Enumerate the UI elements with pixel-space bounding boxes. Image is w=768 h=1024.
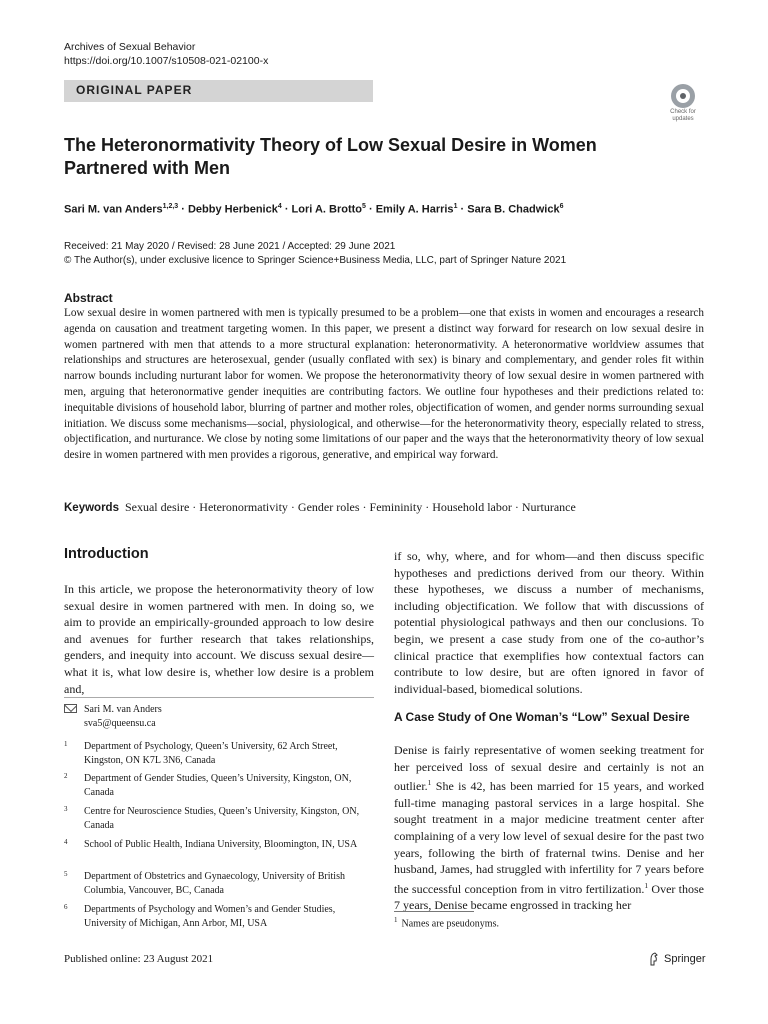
doi-link[interactable]: https://doi.org/10.1007/s10508-021-02100-x [64, 55, 269, 67]
envelope-icon [64, 704, 77, 713]
case-study-text: Over those 7 years, Denise became engrossed in tracking her [394, 881, 704, 913]
affiliation-number: 1 [64, 740, 68, 748]
introduction-body: In this article, we propose the heteronormativity theory of low sexual desire in women partnered with men. In doing so, we aim to provide an empirically-grounded approach to low desire and avenues for further research that takes relationships, genders, and inequity into account. We discuss sexual desire—what it is, what low desire is, whether low desire is a problem and, [64, 582, 374, 696]
affiliation-item [64, 903, 374, 930]
affiliation-text: School of Public Health, Indiana University, Bloomington, IN, USA [84, 839, 358, 850]
footnote-ref[interactable]: 1 [644, 880, 649, 890]
introduction-body-continued: if so, why, where, and for whom—and then discuss specific hypotheses and predictions derived from our theory. Within these hypotheses, we discuss a number of mechanisms, including objectification. We follow that with discussions of potential physiological pathways and then our conclusions. To begin, we present a case study from one of the co-author’s clinical practice that exemplifies how contextual factors can contribute to low desire, but are often ignored in favor of individual-based, biomedical solutions. [394, 549, 704, 696]
contact-name: Sari M. van Anders [84, 704, 162, 715]
case-study-body [394, 742, 704, 914]
check-for-updates-icon [671, 84, 695, 108]
affiliation-number: 6 [64, 903, 68, 911]
footnote-ref[interactable]: 1 [427, 778, 432, 788]
copyright-line: © The Author(s), under exclusive licence to Springer Science+Business Media, LLC, part of Springer Nature 2021 [64, 255, 567, 266]
published-date: Published online: 23 August 2021 [64, 953, 214, 965]
author-affiliation-ref: 6 [559, 203, 564, 210]
author-name[interactable]: Debby Herbenick [187, 203, 278, 216]
affiliation-item [64, 870, 374, 897]
abstract-body: Low sexual desire in women partnered with men is typically presumed to be a problem—one that exists in women and encourages a research agenda on causation and treatment targeting women. In this paper, we present a distinct way forward for research on low sexual desire in women partnered with men that attends to a more structural explanation: heteronormativity. A heteronormative worldview assumes that relationships and structures are heterosexual, gender (usually conflated with sex) is binary and complementary, and gender roles fit within narrow bounds including nurturant labor for women. We propose the heteronormativity theory of low sexual desire in women partnered with men, arguing that heteronormative gender inequities are contributing factors. We outline four hypotheses and their predictions related to: inequitable divisions of household labor, blurring of partner and mother roles, objectification of women, and gender norms surrounding sexual initiation. We discuss some mechanisms—social, physiological, and otherwise—for the heteronormativity theory, especially related to stress, objectification, and nurturance. We close by noting some limitations of our paper and the ways that the heteronormativity theory of low sexual desire in women partnered with men provides a rigorous, generative, and empirical way forward. [64, 307, 704, 462]
affiliation-text: Department of Obstetrics and Gynaecology, University of British Columbia, Vancouver, BC, Canada [84, 871, 345, 896]
case-study-text: She is 42, has been married for 15 years, and worked full-time managing pastoral services in a large hospital. She sought treatment in a major medicine treatment center after complaining of a very low level of sexual desire for the past two years, following the birth of fraternal twins. Denise and her husband, James, had struggled with infertility for 7 years before the successful conception from in vitro fertilization. [394, 779, 704, 896]
affiliation-item [64, 772, 374, 799]
affiliation-number: 3 [64, 805, 68, 813]
affiliation-item [64, 805, 374, 832]
affiliation-text: Department of Gender Studies, Queen’s University, Kingston, ON, Canada [84, 773, 352, 798]
affiliation-text: Centre for Neuroscience Studies, Queen’s University, Kingston, ON, Canada [84, 806, 360, 831]
footnote-number: 1 [394, 916, 398, 924]
footnote-divider [64, 697, 374, 698]
author-affiliation-ref: 1 [453, 203, 458, 210]
affiliation-text: Departments of Psychology and Women’s and Gender Studies, University of Michigan, Ann Arbor, MI, USA [84, 904, 336, 929]
check-for-updates-label: Check for updates [670, 109, 696, 122]
affiliation-item [64, 740, 374, 767]
footnote-divider [394, 911, 474, 912]
affiliation-number: 5 [64, 870, 68, 878]
author-name[interactable]: Sara B. Chadwick [467, 203, 560, 216]
author-list: Sari M. van Anders$^{1,2,3}$ · Debby Herbenick$^4$ · Lori A. Brotto$^5$ · Emily A. Harris$^1$ · Sara B. Chadwick$^6$ [64, 203, 564, 216]
contact-email[interactable]: sva5@queensu.ca [84, 718, 156, 729]
keywords-label: Keywords [64, 502, 119, 514]
affiliation-text: Department of Psychology, Queen’s University, 62 Arch Street, Kingston, ON K7L 3N6, Canada [84, 741, 338, 766]
abstract-heading: Abstract [64, 291, 113, 305]
case-study-heading: A Case Study of One Woman’s “Low” Sexual Desire [394, 710, 690, 724]
author-name[interactable]: Lori A. Brotto [291, 203, 363, 216]
footnote-text: Names are pseudonyms. [401, 918, 499, 930]
author-affiliation-ref: 4 [277, 203, 282, 210]
springer-horse-icon [648, 952, 660, 966]
author-affiliation-ref: 1,2,3 [162, 203, 179, 210]
affiliation-number: 4 [64, 838, 68, 846]
journal-name: Archives of Sexual Behavior [64, 41, 196, 53]
check-for-updates-badge[interactable] [663, 84, 703, 124]
introduction-heading: Introduction [64, 546, 149, 562]
keywords-list: Sexual desire · Heteronormativity · Gender roles · Femininity · Household labor · Nurturance [124, 500, 576, 514]
keywords-line [64, 500, 704, 515]
received-dates: Received: 21 May 2020 / Revised: 28 June 2021 / Accepted: 29 June 2021 [64, 241, 396, 252]
author-name[interactable]: Emily A. Harris [375, 203, 454, 216]
author-name[interactable]: Sari M. van Anders [64, 203, 163, 216]
publisher-name: Springer [664, 953, 706, 965]
footnote [394, 916, 499, 929]
affiliation-item [64, 838, 374, 852]
case-study-text: Denise is fairly representative of women seeking treatment for her perceived loss of sexual desire and certainly is not an outlier. [394, 743, 704, 794]
paper-title: The Heteronormativity Theory of Low Sexual Desire in Women Partnered with Men [64, 135, 597, 178]
article-type-label: ORIGINAL PAPER [76, 83, 193, 97]
author-affiliation-ref: 5 [362, 203, 366, 210]
article-type-banner [64, 80, 373, 102]
affiliation-number: 2 [64, 772, 68, 780]
